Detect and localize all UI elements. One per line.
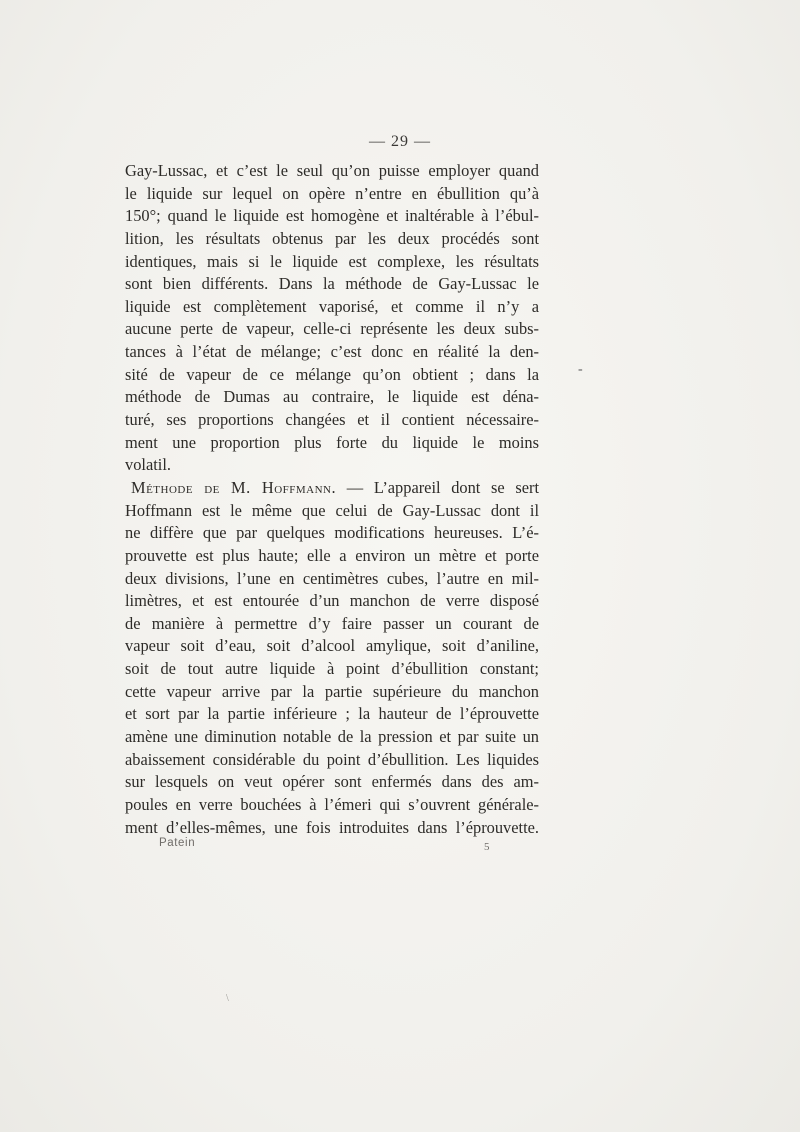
paper-speck: \ <box>226 993 229 1004</box>
page-number: — 29 — <box>369 133 431 150</box>
text-line: méthode de Dumas au contraire, le liquide est déna- <box>125 387 539 407</box>
text-line: liquide est complètement vaporisé, et comme il n’y a <box>125 296 539 316</box>
text-line: vapeur soit d’eau, soit d’alcool amylique, soit d’aniline, <box>125 636 539 656</box>
text-line: cette vapeur arrive par la partie supérieure du manchon <box>125 681 539 701</box>
text-line: deux divisions, l’une en centimètres cubes, l’autre en mil- <box>125 568 539 588</box>
text-line: sur lesquels on veut opérer sont enfermés dans des am- <box>125 772 539 792</box>
text-line: ment d’elles-mêmes, une fois introduites dans l’éprouvette. <box>125 817 539 837</box>
text-line: identiques, mais si le liquide est complexe, les résultats <box>125 251 539 271</box>
text-line: poules en verre bouchées à l’émeri qui s’ouvrent générale- <box>125 794 539 814</box>
margin-mark: - <box>578 362 583 377</box>
text-line: et sort par la partie inférieure ; la hauteur de l’éprouvette <box>125 704 539 724</box>
text-line: abaissement considérable du point d’ébullition. Les liquides <box>125 749 539 769</box>
body-text <box>125 160 539 839</box>
text-line: turé, ses proportions changées et il contient nécessaire- <box>125 410 539 430</box>
section-heading: Méthode de M. Hoffmann. <box>131 477 337 497</box>
text-line: ne diffère que par quelques modifications heureuses. L’é- <box>125 523 539 543</box>
text-line: ment une proportion plus forte du liquide le moins <box>125 432 539 452</box>
text-line: lition, les résultats obtenus par les deux procédés sont <box>125 228 539 248</box>
text-line: prouvette est plus haute; elle a environ un mètre et porte <box>125 545 539 565</box>
section-first-line <box>125 477 539 500</box>
text-line: aucune perte de vapeur, celle-ci représente les deux subs- <box>125 319 539 339</box>
text-line: limètres, et est entourée d’un manchon de verre disposé <box>125 591 539 611</box>
signature-mark: Patein <box>159 837 196 849</box>
text-line: le liquide sur lequel on opère n’entre en ébullition qu’à <box>125 183 539 203</box>
section-first-line-text: — L’appareil dont se sert <box>336 477 539 497</box>
text-line: amène une diminution notable de la pression et par suite un <box>125 727 539 747</box>
text-line: 150°; quand le liquide est homogène et inaltérable à l’ébul- <box>125 206 539 226</box>
text-line: de manière à permettre d’y faire passer un courant de <box>125 613 539 633</box>
text-line: tances à l’état de mélange; c’est donc en réalité la den- <box>125 342 539 362</box>
text-line: sont bien différents. Dans la méthode de Gay-Lussac le <box>125 274 539 294</box>
text-line: volatil. <box>125 455 171 475</box>
text-line: soit de tout autre liquide à point d’ébullition constant; <box>125 659 539 679</box>
text-line: Gay-Lussac, et c’est le seul qu’on puisse employer quand <box>125 161 539 180</box>
text-line: sité de vapeur de ce mélange qu’on obtient ; dans la <box>125 364 539 384</box>
page-footer <box>0 837 800 857</box>
text-line: Hoffmann est le même que celui de Gay-Lussac dont il <box>125 500 539 520</box>
signature-number: 5 <box>484 841 490 853</box>
